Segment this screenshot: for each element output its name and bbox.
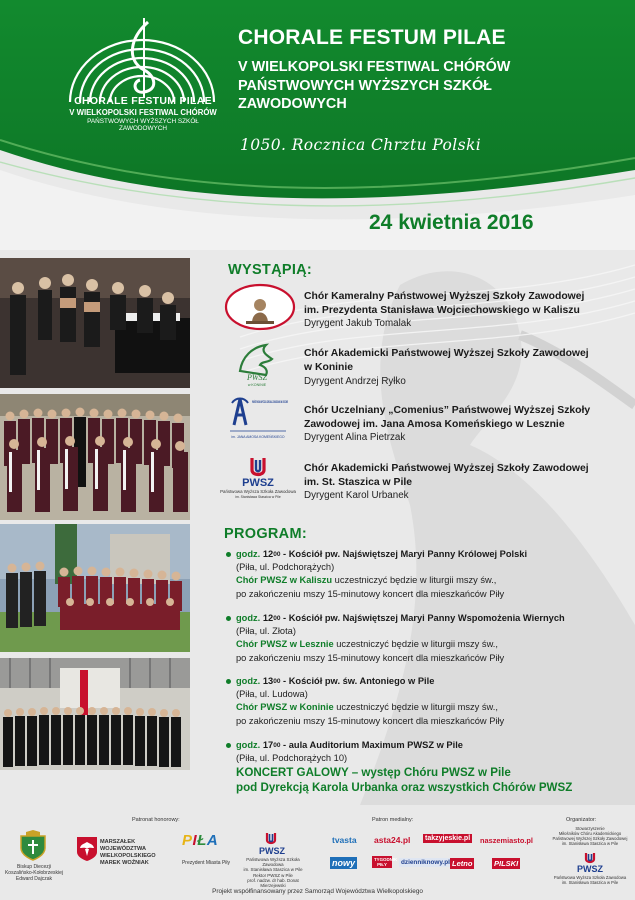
performer-name-line: w Koninie	[304, 361, 354, 373]
program-minute: 00	[273, 742, 281, 749]
pila-logo-caption: Państwowa Wyższa Szkoła Zawodowa	[220, 489, 296, 494]
bullet-icon	[226, 743, 231, 748]
bullet-icon	[226, 616, 231, 621]
performer-conductor: Dyrygent Alina Pietrzak	[304, 432, 406, 443]
media-patronage-label: Patron medialny:	[372, 817, 414, 823]
media-logo-naszemiasto: naszemiasto.pl	[480, 836, 533, 845]
logo-subtitle: V WIELKOPOLSKI FESTIWAL CHÓRÓW	[69, 108, 217, 117]
caption-line: Stowarzyszenie	[575, 826, 605, 831]
program-minute: 00	[273, 551, 281, 558]
performer-name-line: Chór Akademicki Państwowej Wyższej Szkoły Zawodowej	[304, 463, 589, 474]
program-desc: uczestniczyć będzie w liturgii mszy św.,	[332, 575, 497, 586]
wielkopolska-eagle-icon	[76, 836, 98, 862]
caption-line: Państwowa Wyższa Szkoła Zawodowa	[246, 857, 300, 868]
program-hour: 17	[262, 740, 274, 750]
choir-photo-konin	[0, 524, 190, 652]
caption-line: Koszalińsko-Kołobrzeskiej	[4, 870, 64, 876]
program-place: - aula Auditorium Maximum PWSZ w Pile	[280, 740, 463, 750]
media-logo-tvasta: tvasta	[332, 835, 357, 845]
program-item	[226, 548, 631, 601]
organizer-label: Organizator:	[566, 817, 597, 823]
program-hour: 13	[262, 676, 274, 686]
caption-line: prof. nadzw. dr hab. Donat Mierzejewski	[247, 877, 299, 889]
program-item-header	[226, 675, 631, 688]
pwsz-rector-caption	[240, 857, 306, 888]
program-place: - Kościół pw. św. Antoniego w Pile	[280, 676, 435, 686]
program-address: (Piła, ul. Podchorążych)	[236, 562, 335, 573]
program-choir-line	[226, 701, 631, 714]
performer-name-line: Chór Uczelniany „Comenius” Państwowej Wyższej Szkoły	[304, 405, 591, 416]
program-item-header	[226, 548, 631, 561]
performer-name	[304, 290, 629, 317]
performer-conductor: Dyrygent Andrzej Ryłko	[304, 376, 406, 387]
choir-photo-pila	[0, 658, 190, 770]
organizer-pwsz-word: PWSZ	[577, 864, 603, 874]
event-date: 24 kwietnia 2016	[369, 211, 534, 234]
media-logo-dziennik: dzienniknowy.pl	[401, 859, 450, 866]
leszno-logo-text: PAŃSTWOWA WYŻSZA SZKOŁA ZAWODOWA W LESZNIE	[252, 400, 357, 404]
program-address: (Piła, ul. Ludowa)	[236, 689, 308, 700]
program-desc2: po zakończeniu mszy 15-minutowy koncert dla mieszkańców Piły	[236, 652, 505, 663]
choir-photo-kalisz	[0, 258, 190, 388]
media-logo-tygodnik: TYGODNIK PIŁY	[374, 857, 398, 867]
anniversary-script: 1050. Rocznica Chrztu Polski	[240, 136, 482, 154]
performer-conductor: Dyrygent Jakub Tomalak	[304, 318, 412, 329]
godz-label: godz.	[236, 613, 261, 623]
caption-line: im. Stanisława Staszica w Pile	[561, 841, 619, 846]
organizer-caption	[548, 826, 632, 846]
caption-line: MARSZAŁEK WOJEWÓDZTWA	[100, 839, 146, 852]
program-desc: uczestniczyć będzie w liturgii mszy św.,	[333, 639, 498, 650]
kalisz-pwsz-logo-icon	[224, 283, 296, 331]
caption-line: Edward Dajczak	[15, 876, 53, 882]
caption-line: Państwowej Wyższej Szkoły Zawodowej	[552, 836, 628, 841]
performer-name-line: Chór Akademicki Państwowej Wyższej Szkoły Zawodowej	[304, 348, 589, 359]
footer-cofinancing-note: Projekt współfinansowany przez Samorząd Województwa Wielkopolskiego	[212, 888, 423, 895]
pila-city-caption: Prezydent Miasta Piły	[181, 860, 231, 866]
pwsz-rector-word: PWSZ	[259, 846, 285, 856]
konin-logo-caption: w KONINIE	[247, 383, 267, 387]
logo-subtitle-small: PAŃSTWOWYCH WYŻSZYCH SZKÓŁ ZAWODOWYCH	[87, 118, 199, 132]
gala-concert	[236, 766, 631, 795]
program-heading: PROGRAM:	[224, 526, 307, 542]
marshal-caption	[100, 839, 160, 867]
media-logo-letno: Letno	[452, 859, 473, 868]
bullet-icon	[226, 552, 231, 557]
program-item-header	[226, 739, 631, 752]
caption-line: Rektor PWSZ w Pile	[253, 872, 293, 878]
header-banner	[0, 0, 635, 250]
godz-label: godz.	[236, 740, 261, 750]
performer-name-line: im. St. Staszica w Pile	[304, 476, 412, 488]
media-logo-asta24: asta24.pl	[374, 835, 411, 845]
choir-photo-leszno	[0, 394, 190, 520]
program-item	[226, 612, 631, 665]
pila-logo-text: PWSZ	[242, 477, 274, 489]
program-minute: 00	[273, 678, 281, 685]
media-logo-pilski: PILSKI	[494, 859, 519, 868]
pila-logo-caption2: im. Stanisława Staszica w Pile	[235, 495, 281, 499]
performer-name	[304, 347, 629, 374]
godz-label: godz.	[236, 676, 261, 686]
program-desc2: po zakończeniu mszy 15-minutowy koncert dla mieszkańców Piły	[236, 588, 505, 599]
program-item-header	[226, 612, 631, 625]
program-address: (Piła, ul. Podchorążych 10)	[236, 753, 348, 764]
caption-line: MAREK WOŹNIAK	[100, 860, 149, 866]
leszno-pwsz-logo-icon	[226, 393, 357, 441]
subtitle-line: V WIELKOPOLSKI FESTIWAL CHÓRÓW	[238, 59, 511, 75]
gala-line: pod Dyrekcją Karola Urbanka oraz wszystkich Chórów PWSZ	[236, 780, 573, 794]
program-minute: 00	[273, 615, 281, 622]
bishop-caption	[4, 864, 64, 882]
bishop-crest-icon	[18, 830, 48, 862]
festival-subtitle	[238, 58, 628, 114]
performer-name	[304, 462, 629, 489]
pila-city-logo-icon: PIŁA	[182, 832, 219, 849]
program-item	[226, 739, 631, 765]
leszno-logo-caption: im. JANA AMOSA KOMEŃSKIEGO	[231, 435, 285, 439]
performer-name-line: im. Prezydenta Stanisława Wojciechowskiego w Kaliszu	[304, 304, 580, 316]
caption-line: Państwowa Wyższa Szkoła Zawodowa	[553, 875, 627, 880]
program-address: (Piła, ul. Złota)	[236, 626, 296, 637]
media-logo-nowy: nowy	[332, 858, 356, 868]
performers-heading: WYSTĄPIĄ:	[228, 262, 313, 278]
subtitle-line: ZAWODOWYCH	[238, 96, 347, 112]
gala-line: KONCERT GALOWY – występ Chóru PWSZ w Pile	[236, 766, 511, 779]
performer-name	[304, 404, 629, 431]
pila-pwsz-logo-icon	[222, 454, 294, 500]
performer-conductor: Dyrygent Karol Urbanek	[304, 490, 409, 501]
program-choir: Chór PWSZ w Kaliszu	[236, 575, 333, 586]
program-choir-line	[226, 574, 631, 587]
program-choir-line	[226, 638, 631, 651]
program-place: - Kościół pw. Najświętszej Maryi Panny Wspomożenia Wiernych	[280, 613, 565, 623]
program-choir: Chór PWSZ w Lesznie	[236, 639, 334, 650]
festival-title: CHORALE FESTUM PILAE	[238, 26, 506, 49]
caption-line: Biskup Diecezji	[17, 864, 51, 870]
honorary-patronage-label: Patronat honorowy:	[132, 817, 180, 823]
caption-line: WIELKOPOLSKIEGO	[100, 853, 156, 859]
performer-name-line: Chór Kameralny Państwowej Wyższej Szkoły Zawodowej	[304, 291, 585, 302]
caption-line: im. Stanisława Staszica w Pile	[561, 880, 619, 885]
subtitle-line: PAŃSTWOWYCH WYŻSZYCH SZKÓŁ	[238, 77, 492, 94]
konin-pwsz-logo-icon	[226, 337, 288, 387]
program-hour: 12	[262, 549, 274, 559]
konin-logo-text: PWSZ	[247, 373, 267, 382]
program-place: - Kościół pw. Najświętszej Maryi Panny Królowej Polski	[280, 549, 528, 559]
program-choir: Chór PWSZ w Koninie	[236, 702, 334, 713]
program-hour: 12	[262, 613, 274, 623]
logo-title: CHORALE FESTUM PILAE	[74, 95, 212, 107]
caption-line: im. Stanisława Staszica w Pile	[243, 867, 303, 873]
caption-line: Miłośników Chóru Akademickiego	[558, 831, 622, 836]
organizer-pwsz-caption	[550, 875, 630, 885]
program-item	[226, 675, 631, 728]
program-desc2: po zakończeniu mszy 15-minutowy koncert dla mieszkańców Piły	[236, 715, 505, 726]
media-logo-takzyjeskie: takzyjeskie.pl	[425, 835, 471, 842]
performer-name-line: Zawodowej im. Jana Amosa Komeńskiego w Lesznie	[304, 418, 565, 430]
godz-label: godz.	[236, 549, 261, 559]
bullet-icon	[226, 679, 231, 684]
program-desc: uczestniczyć będzie w liturgii mszy św.,	[333, 702, 498, 713]
